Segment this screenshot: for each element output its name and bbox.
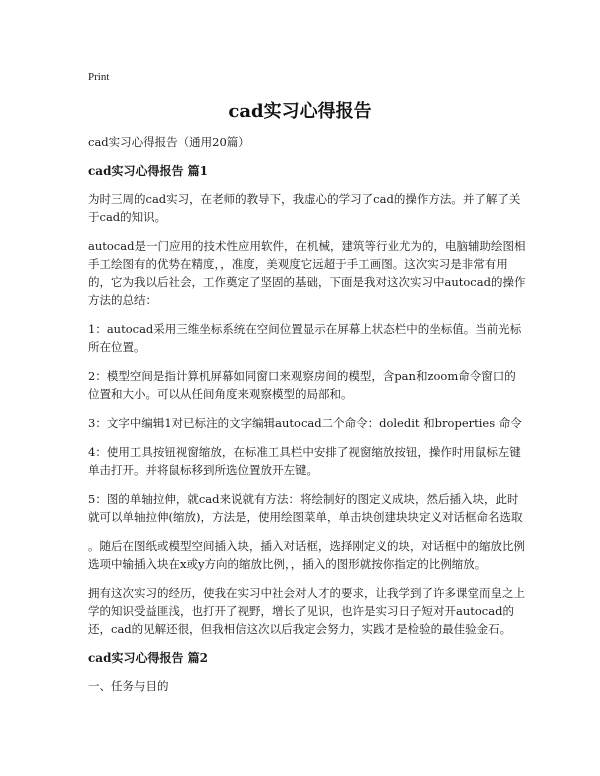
document-subtitle: cad实习心得报告（通用20篇） xyxy=(88,135,250,149)
paragraph: autocad是一门应用的技术性应用软件，在机械，建筑等行业尤为的，电脑辅助绘图相手工绘图有的优势在精度，，准度，美观度它远超于手工画图。这次实习是非常有用的，它为我以后社会，工作奠定了坚固的基础，下面是我对这次实习中autocad的操作方法的总结： xyxy=(88,239,526,307)
paragraph: 。随后在图纸或模型空间插入块，插入对话框，选择刚定义的块，对话框中的缩放比例选项中输插入块在x或y方向的缩放比例，，插入的图形就按你指定的比例缩放。 xyxy=(88,539,525,571)
paragraph: 一、任务与目的 xyxy=(88,679,169,693)
paragraph: 2：模型空间是指计算机屏幕如同窗口来观察房间的模型，含pan和zoom命令窗口的位置和大小。可以从任间角度来观察模型的局部和。 xyxy=(88,369,516,401)
document-body xyxy=(88,133,526,706)
page-title: cad实习心得报告 xyxy=(228,101,372,122)
paragraph: 3：文字中编辑1对已标注的文字编辑autocad二个命令：doledit 和broperties 命令 xyxy=(88,416,522,430)
paragraph: 1：autocad采用三维坐标系统在空间位置显示在屏幕上状态栏中的坐标值。当前光标所在位置。 xyxy=(88,322,522,354)
section-heading: cad实习心得报告 篇1 xyxy=(88,164,209,178)
section-heading: cad实习心得报告 篇2 xyxy=(88,651,209,665)
paragraph: 为时三周的cad实习，在老师的教导下，我虚心的学习了cad的操作方法。并了解了关于cad的知识。 xyxy=(88,192,521,224)
paragraph: 4：使用工具按钮视窗缩放，在标准工具栏中安排了视窗缩放按钮，操作时用鼠标左键单击打开。并将鼠标移到所选位置放开左键。 xyxy=(88,445,521,477)
print-label: Print xyxy=(88,71,110,83)
paragraph: 拥有这次实习的经历，使我在实习中社会对人才的要求，让我学到了许多课堂而皇之上学的知识受益匪浅，也打开了视野，增长了见识，也许是实习日子短对开autocad的还，cad的见解还很，但我相信这次以后我定会努力，实践才是检验的最佳验金石。 xyxy=(88,586,525,636)
paragraph: 5：图的单轴拉伸，就cad来说就有方法：将绘制好的图定义成块，然后插入块，此时就可以单轴拉伸(缩放)，方法是，使用绘图菜单，单击块创建块块定义对话框命名选取 xyxy=(88,492,523,524)
